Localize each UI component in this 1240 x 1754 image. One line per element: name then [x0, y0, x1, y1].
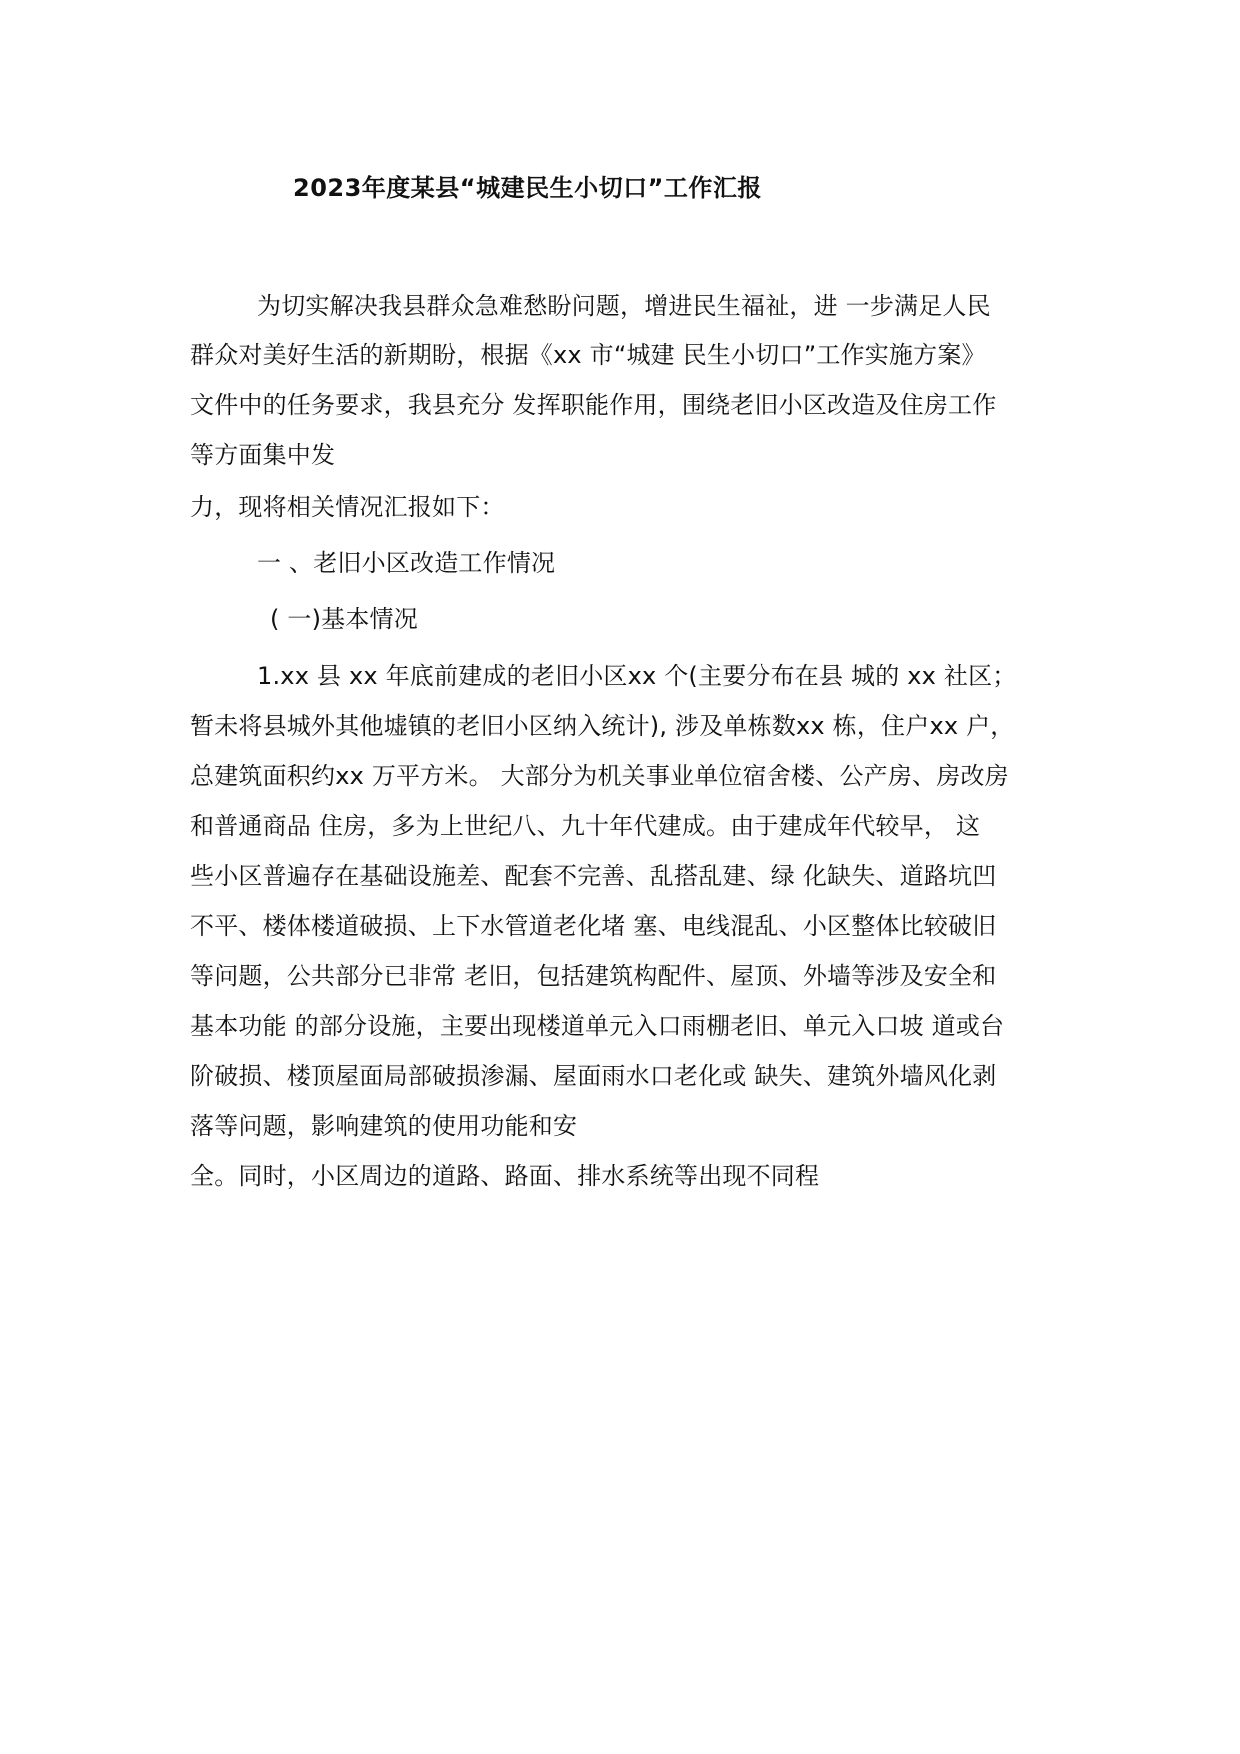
paragraph-line-7: 暂未将县城外其他墟镇的老旧小区纳入统计), 涉及单栋数xx 栋，住户xx 户， [190, 712, 1015, 740]
paragraph-line-15: 落等问题，影响建筑的使用功能和安 [190, 1112, 578, 1140]
paragraph-line-12: 等问题，公共部分已非常 老旧，包括建筑构配件、屋顶、外墙等涉及安全和 [190, 962, 997, 990]
paragraph-line-8: 总建筑面积约xx 万平方米。 大部分为机关事业单位宿舍楼、公产房、房改房 [190, 762, 1009, 790]
section-heading-1: 一 、老旧小区改造工作情况 [257, 549, 556, 577]
document-title: 2023年度某县“城建民生小切口”工作汇报 [293, 174, 762, 202]
paragraph-line-2: 群众对美好生活的新期盼，根据《xx 市“城建 民生小切口”工作实施方案》 [190, 341, 986, 369]
paragraph-line-1: 为切实解决我县群众急难愁盼问题，增进民生福祉，进 一步满足人民 [257, 292, 991, 320]
subsection-heading-1: ( 一)基本情况 [270, 605, 418, 633]
paragraph-line-4: 等方面集中发 [190, 441, 336, 469]
paragraph-line-3: 文件中的任务要求，我县充分 发挥职能作用，围绕老旧小区改造及住房工作 [190, 391, 997, 419]
paragraph-line-14: 阶破损、楼顶屋面局部破损渗漏、屋面雨水口老化或 缺失、建筑外墙风化剥 [190, 1062, 997, 1090]
paragraph-line-13: 基本功能 的部分设施，主要出现楼道单元入口雨棚老旧、单元入口坡 道或台 [190, 1012, 1005, 1040]
paragraph-line-11: 不平、楼体楼道破损、上下水管道老化堵 塞、电线混乱、小区整体比较破旧 [190, 912, 997, 940]
paragraph-line-9: 和普通商品 住房，多为上世纪八、九十年代建成。由于建成年代较早， 这 [190, 812, 981, 840]
paragraph-line-10: 些小区普遍存在基础设施差、配套不完善、乱搭乱建、绿 化缺失、道路坑凹 [190, 862, 997, 890]
paragraph-line-5: 力，现将相关情况汇报如下： [190, 493, 505, 521]
paragraph-line-6: 1.xx 县 xx 年底前建成的老旧小区xx 个(主要分布在县 城的 xx 社区； [257, 662, 1017, 690]
paragraph-line-16: 全。同时，小区周边的道路、路面、排水系统等出现不同程 [190, 1162, 820, 1190]
